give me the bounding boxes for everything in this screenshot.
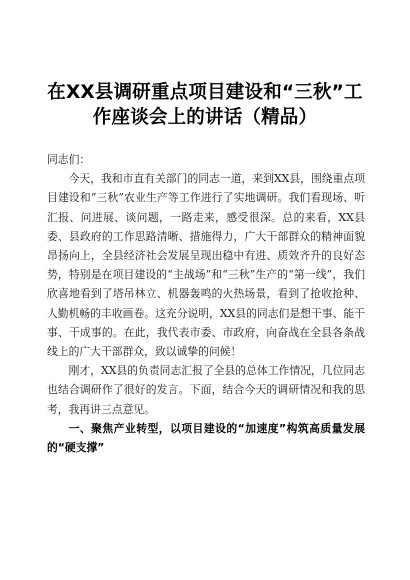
paragraph-transition: 刚才，XX县的负责同志汇报了全县的总体工作情况，几位同志也结合调研作了很好的发言。下面，结合今天的调研情况和我的思考，我再讲三点意见。 bbox=[47, 364, 365, 416]
salutation: 同志们： bbox=[47, 153, 91, 166]
document-body bbox=[47, 150, 365, 457]
paragraph-opening: 今天，我和市直有关部门的同志一道，来到XX县，围绕重点项目建设和“三秋”农业生产等工作进行了实地调研。我们看现场、听汇报、问进展、谈问题，一路走来，感受很深。总的来看，XX县委、县政府的工作思路清晰、措施得力，广大干部群众的精神面貌昂扬向上，全县经济社会发展呈现出稳中有进、质效齐升的良好态势，特别是在项目建设的“主战场”和“三秋”生产的“第一线”，我们欣喜地看到了塔吊林立、机器轰鸣的火热场景，看到了抢收抢种、人勤机畅的丰收画卷。这充分说明，XX县的同志们是想干事、能干事、干成事的。在此，我代表市委、市政府，向奋战在全县各条战线上的广大干部群众，致以诚挚的问候！ bbox=[47, 172, 365, 359]
section-heading-1: 一、聚焦产业转型，以项目建设的“加速度”构筑高质量发展的“硬支撑” bbox=[47, 421, 365, 455]
document-title: 在XX县调研重点项目建设和“三秋”工作座谈会上的讲话（精品） bbox=[47, 82, 363, 128]
